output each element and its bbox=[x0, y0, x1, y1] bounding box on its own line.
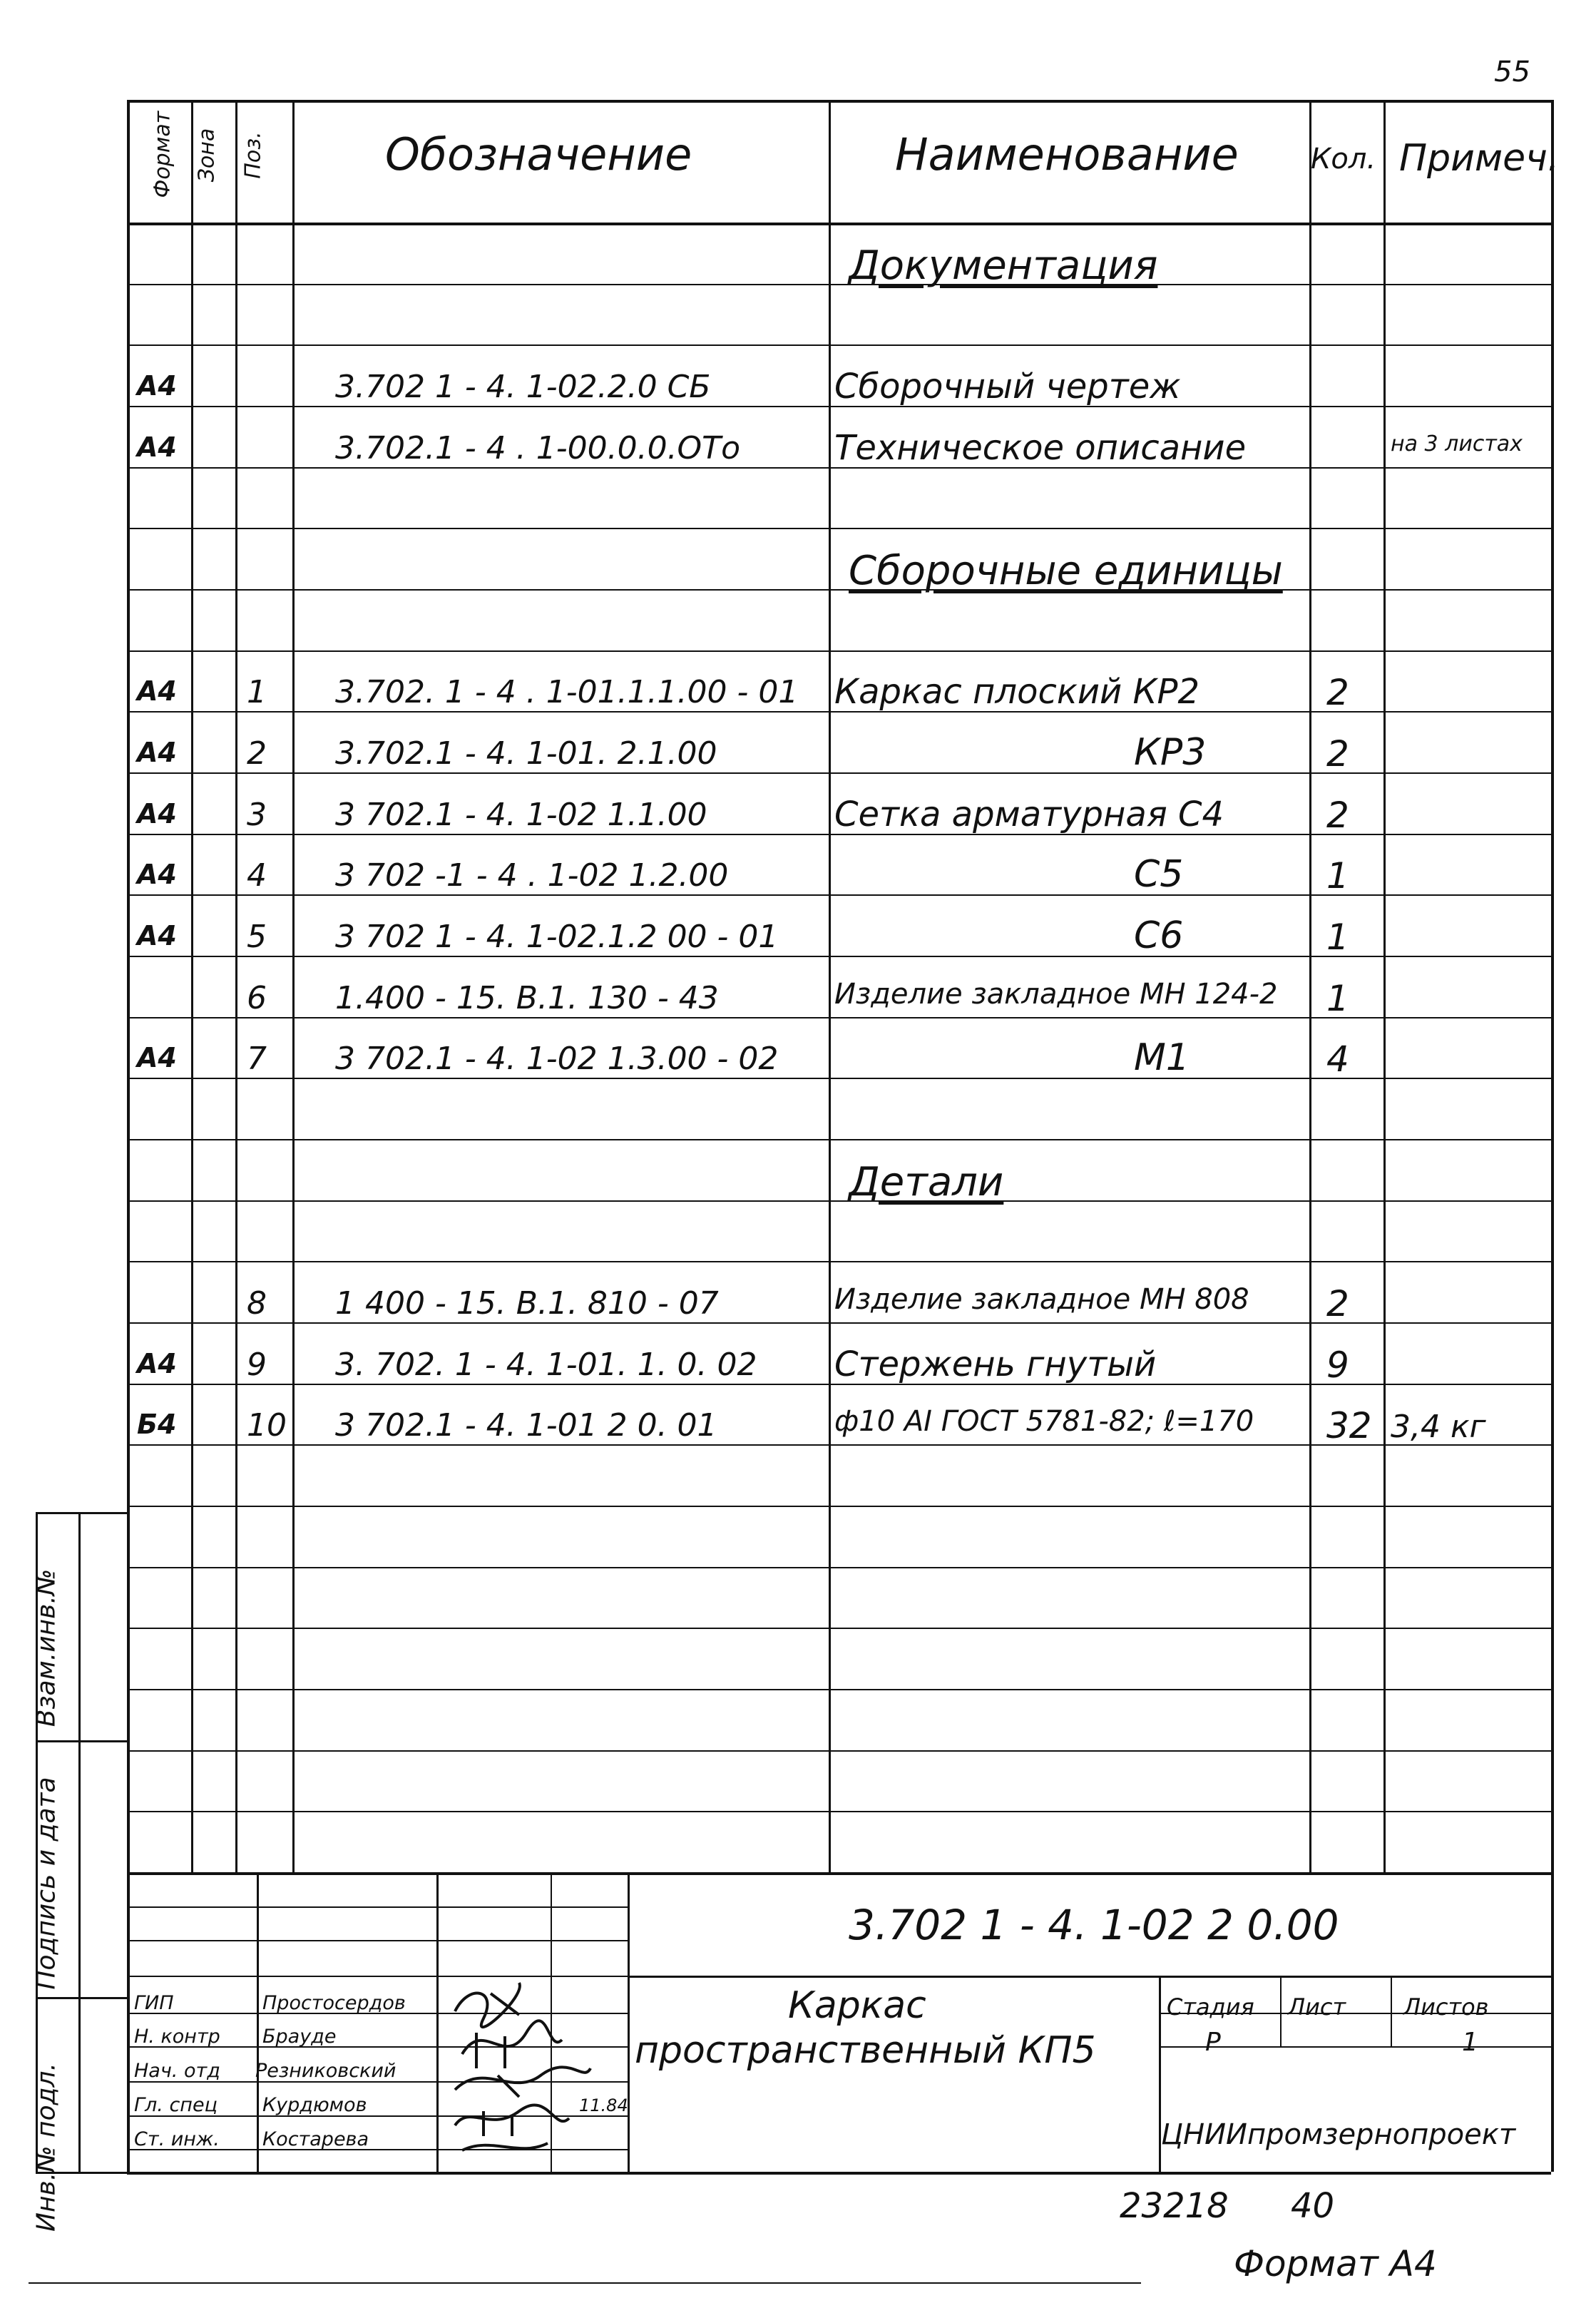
corner-mark: 55 bbox=[1494, 56, 1530, 88]
cell-designation: 3 702.1 - 4. 1-02 1.3.00 - 02 bbox=[335, 1041, 779, 1078]
grid-line bbox=[127, 1567, 1551, 1568]
sign-date: 11.84 bbox=[579, 2095, 628, 2115]
grid-line bbox=[127, 223, 1551, 225]
cell-format: А4 bbox=[137, 431, 177, 463]
cell-pos: 6 bbox=[247, 979, 267, 1016]
cell-name: С5 bbox=[1134, 853, 1184, 897]
grid-line bbox=[127, 650, 1551, 652]
cell-qty: 1 bbox=[1326, 916, 1349, 958]
cell-designation: 3.702.1 - 4. 1-01. 2.1.00 bbox=[335, 735, 717, 772]
grid-line bbox=[36, 1512, 127, 1514]
person-1: Брауде bbox=[262, 2026, 337, 2048]
format-label: Формат А4 bbox=[1234, 2243, 1437, 2284]
role-3: Гл. спец bbox=[134, 2094, 218, 2116]
section-heading: Детали bbox=[849, 1158, 1004, 1205]
grid-line bbox=[628, 1976, 1551, 1978]
grid-line bbox=[127, 1139, 1551, 1140]
header-pos: Поз. bbox=[240, 131, 266, 179]
signatures-image bbox=[441, 1976, 626, 2161]
side-label-podpis-data: Подпись и дата bbox=[31, 1777, 61, 1990]
title-name-line2: пространственный КП5 bbox=[635, 2029, 1096, 2072]
cell-designation: 1.400 - 15. В.1. 130 - 43 bbox=[335, 979, 719, 1016]
page-number: 40 bbox=[1291, 2186, 1335, 2226]
grid-line bbox=[628, 2172, 1551, 2175]
sheets-value: 1 bbox=[1462, 2028, 1478, 2057]
section-heading: Документация bbox=[849, 242, 1158, 289]
grid-line bbox=[127, 1689, 1551, 1690]
grid-line bbox=[257, 1872, 259, 2172]
grid-line bbox=[1551, 100, 1554, 2172]
grid-line bbox=[127, 528, 1551, 529]
cell-format: А4 bbox=[137, 797, 177, 829]
cell-qty: 2 bbox=[1326, 794, 1349, 836]
grid-line bbox=[127, 1940, 628, 1941]
grid-line bbox=[127, 100, 130, 2172]
cell-designation: 3 702.1 - 4. 1-01 2 0. 01 bbox=[335, 1407, 717, 1444]
cell-designation: 3. 702. 1 - 4. 1-01. 1. 0. 02 bbox=[335, 1346, 757, 1383]
person-2: Резниковский bbox=[255, 2060, 397, 2082]
cell-name: ф10 АI ГОСТ 5781-82; ℓ=170 bbox=[834, 1405, 1254, 1439]
title-code: 3.702 1 - 4. 1-02 2 0.00 bbox=[849, 1901, 1339, 1949]
side-label-vzam-inv: Взам.инв.№ bbox=[31, 1568, 61, 1727]
cell-qty: 1 bbox=[1326, 977, 1349, 1019]
grid-line bbox=[127, 100, 1551, 103]
cell-note: на 3 листах bbox=[1391, 431, 1523, 456]
cell-pos: 7 bbox=[247, 1041, 267, 1078]
cell-name: М1 bbox=[1134, 1036, 1190, 1080]
grid-line bbox=[127, 344, 1551, 346]
role-4: Ст. инж. bbox=[134, 2128, 220, 2150]
grid-line bbox=[127, 284, 1551, 285]
cell-name: Каркас плоский КР2 bbox=[834, 672, 1200, 713]
cell-qty: 2 bbox=[1326, 1283, 1349, 1324]
cell-name: Стержень гнутый bbox=[834, 1344, 1157, 1384]
cell-pos: 1 bbox=[247, 674, 267, 711]
cell-name: Сетка арматурная С4 bbox=[834, 794, 1224, 834]
grid-line bbox=[292, 100, 295, 1872]
cell-qty: 1 bbox=[1326, 855, 1349, 897]
grid-line bbox=[1280, 1976, 1282, 2046]
cell-format: А4 bbox=[137, 675, 177, 708]
cell-designation: 3.702. 1 - 4 . 1-01.1.1.00 - 01 bbox=[335, 674, 799, 711]
grid-line bbox=[78, 1512, 81, 2172]
person-0: Простосердов bbox=[262, 1992, 406, 2014]
section-heading: Сборочные единицы bbox=[849, 548, 1283, 594]
grid-line bbox=[127, 1506, 1551, 1507]
grid-line bbox=[127, 1811, 1551, 1812]
grid-line bbox=[1391, 1976, 1392, 2046]
cell-pos: 4 bbox=[247, 857, 267, 894]
cell-qty: 2 bbox=[1326, 672, 1349, 714]
grid-line bbox=[235, 100, 237, 1872]
grid-line bbox=[127, 1872, 1551, 1875]
cell-designation: 3 702 1 - 4. 1-02.1.2 00 - 01 bbox=[335, 919, 779, 955]
cell-designation: 3 702 -1 - 4 . 1-02 1.2.00 bbox=[335, 857, 729, 894]
header-zone: Зона bbox=[194, 128, 220, 183]
cell-format: А4 bbox=[137, 737, 177, 768]
person-4: Костарева bbox=[262, 2128, 369, 2150]
cell-qty: 32 bbox=[1326, 1405, 1372, 1447]
cell-designation: 3 702.1 - 4. 1-02 1.1.00 bbox=[335, 796, 707, 833]
side-label-inv-podl: Инв.№ подл. bbox=[31, 2063, 61, 2232]
grid-line bbox=[127, 2172, 628, 2175]
grid-line bbox=[1309, 100, 1311, 1872]
grid-line bbox=[127, 1628, 1551, 1629]
grid-line bbox=[1383, 100, 1386, 1872]
cell-format: А4 bbox=[137, 1042, 177, 1074]
cell-designation: 3.702.1 - 4 . 1-00.0.0.ОТо bbox=[335, 429, 740, 466]
person-3: Курдюмов bbox=[262, 2094, 367, 2116]
grid-line bbox=[127, 1750, 1551, 1752]
cell-name: Техническое описание bbox=[834, 427, 1247, 468]
cell-format: А4 bbox=[137, 1347, 177, 1379]
header-note: Примеч. bbox=[1399, 137, 1560, 180]
cell-format: А4 bbox=[137, 859, 177, 891]
cell-qty: 4 bbox=[1326, 1038, 1349, 1081]
title-name-line1: Каркас bbox=[788, 1984, 926, 2027]
cell-format: А4 bbox=[137, 920, 177, 951]
header-format: Формат bbox=[150, 111, 175, 198]
cell-name: Сборочный чертеж bbox=[834, 367, 1181, 407]
grid-line bbox=[127, 1261, 1551, 1262]
grid-line bbox=[628, 1872, 630, 2172]
grid-line bbox=[29, 2282, 1141, 2284]
role-0: ГИП bbox=[134, 1992, 174, 2014]
cell-designation: 1 400 - 15. В.1. 810 - 07 bbox=[335, 1285, 719, 1322]
grid-line bbox=[829, 100, 831, 1872]
cell-name: Изделие закладное МН 808 bbox=[834, 1283, 1249, 1316]
sheets-label: Листов bbox=[1403, 1993, 1489, 2021]
cell-note: 3,4 кг bbox=[1391, 1409, 1486, 1446]
cell-designation: 3.702 1 - 4. 1-02.2.0 СБ bbox=[335, 369, 711, 405]
cell-pos: 8 bbox=[247, 1285, 267, 1322]
grid-line bbox=[191, 100, 193, 1872]
cell-pos: 9 bbox=[247, 1346, 267, 1383]
header-designation: Обозначение bbox=[385, 128, 692, 180]
header-qty: Кол. bbox=[1311, 143, 1376, 175]
cell-pos: 3 bbox=[247, 796, 267, 833]
grid-line bbox=[127, 1906, 628, 1908]
cell-format: Б4 bbox=[137, 1409, 177, 1441]
cell-pos: 10 bbox=[247, 1407, 287, 1444]
role-1: Н. контр bbox=[134, 2026, 220, 2048]
grid-line bbox=[127, 1200, 1551, 1202]
cell-pos: 2 bbox=[247, 735, 267, 772]
cell-qty: 2 bbox=[1326, 733, 1349, 775]
cell-pos: 5 bbox=[247, 919, 267, 955]
header-name: Наименование bbox=[895, 128, 1239, 180]
cell-format: А4 bbox=[137, 370, 177, 402]
sheet-label: Лист bbox=[1288, 1993, 1346, 2021]
organization: ЦНИИпромзернопроект bbox=[1161, 2118, 1516, 2151]
cell-name: С6 bbox=[1134, 914, 1184, 957]
cell-qty: 9 bbox=[1326, 1344, 1349, 1386]
grid-line bbox=[127, 589, 1551, 591]
stage-value: Р bbox=[1205, 2028, 1221, 2057]
role-2: Нач. отд bbox=[134, 2060, 220, 2082]
cell-name: КР3 bbox=[1134, 731, 1207, 774]
grid-line bbox=[436, 1872, 439, 2172]
stage-label: Стадия bbox=[1167, 1993, 1254, 2021]
archive-number: 23218 bbox=[1120, 2186, 1229, 2226]
cell-name: Изделие закладное МН 124-2 bbox=[834, 977, 1278, 1011]
